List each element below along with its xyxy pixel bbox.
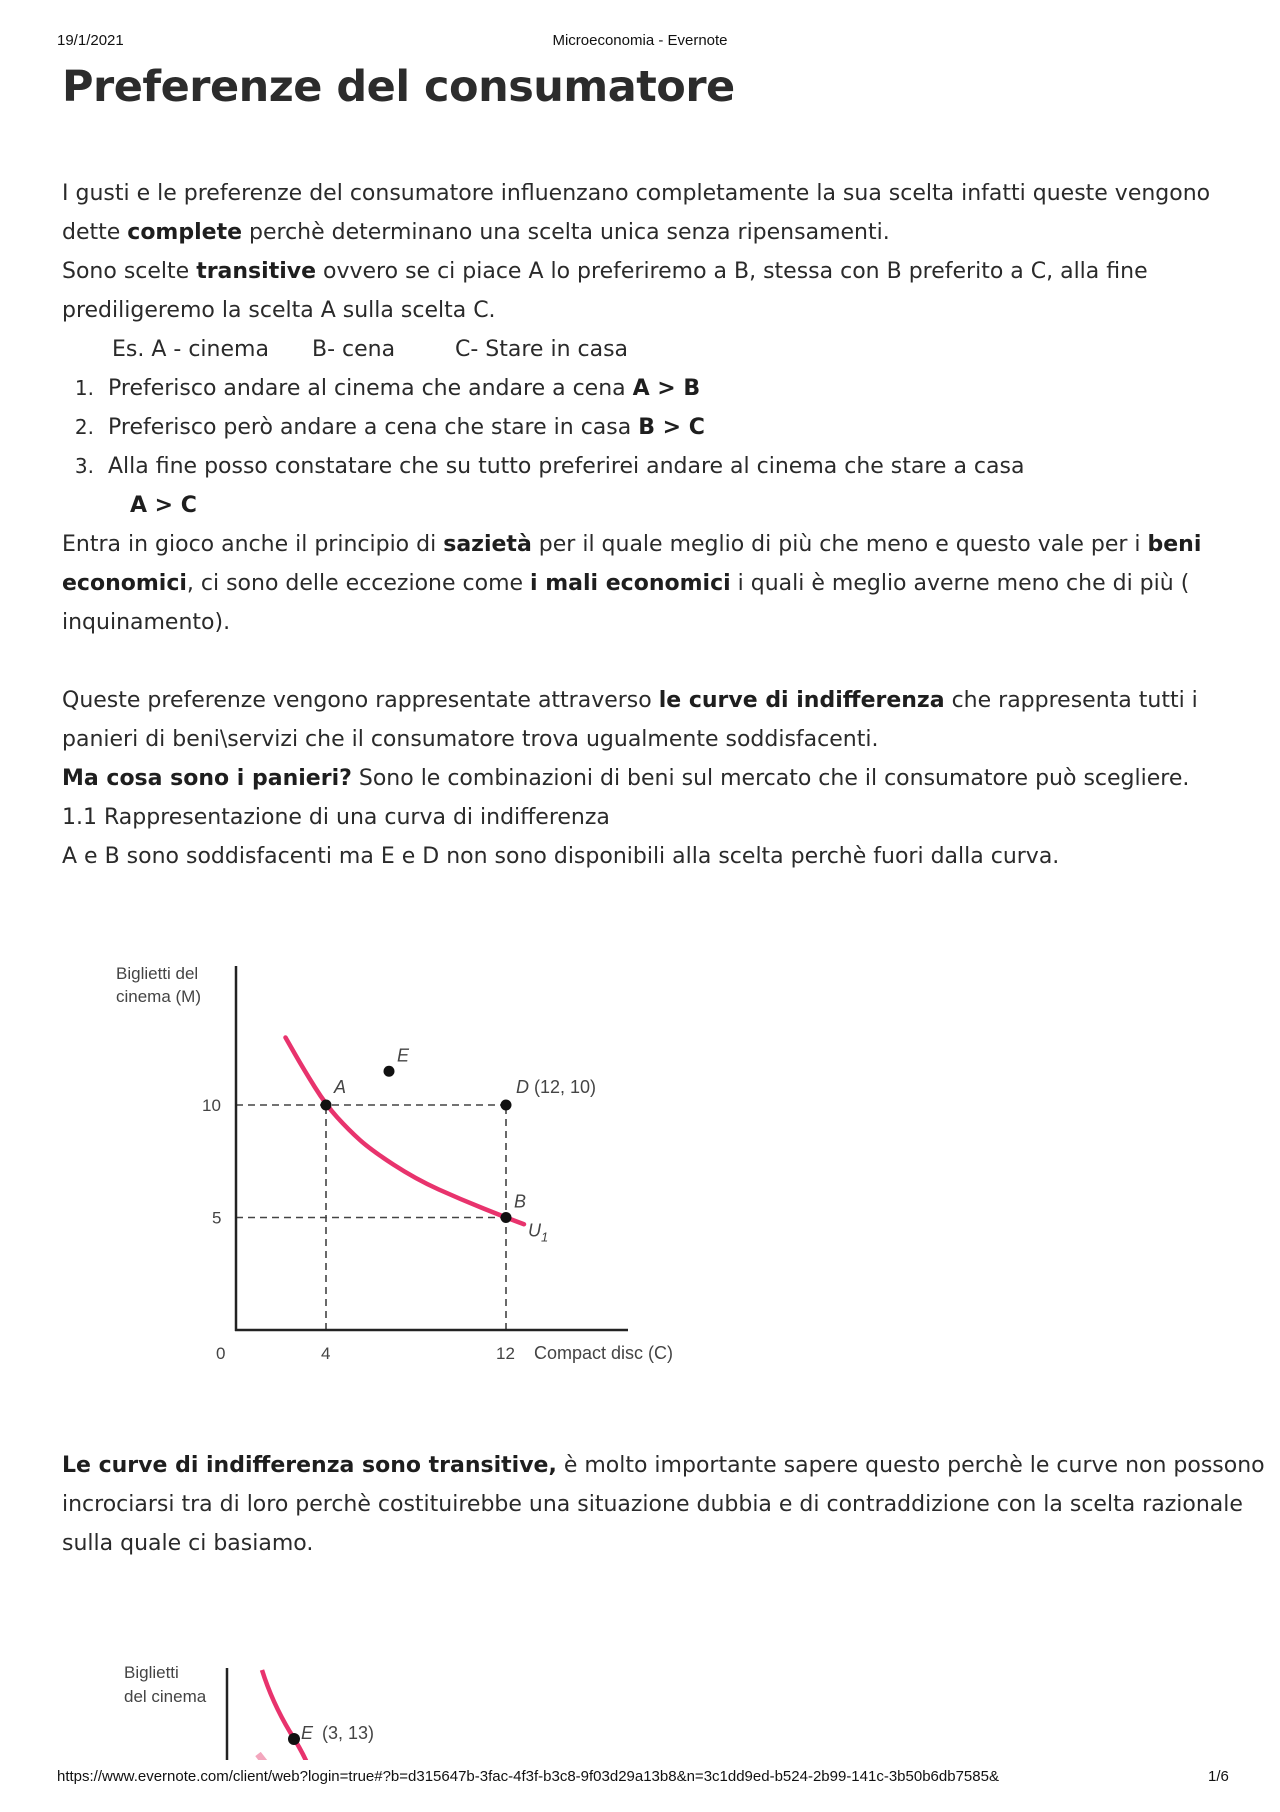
window-title: Microeconomia - Evernote <box>552 32 728 49</box>
point-e-coords: (3, 13) <box>322 1723 375 1743</box>
point-d <box>501 1100 512 1111</box>
point-e <box>288 1733 300 1745</box>
x-axis-label: Compact disc (C) <box>534 1343 674 1363</box>
list-item: 1. Preferisco andare al cinema che andare a cena A > B <box>74 376 701 401</box>
point-a <box>321 1100 332 1111</box>
x-tick-label: 4 <box>321 1344 331 1363</box>
y-tick-label: 10 <box>202 1096 221 1115</box>
page-number: 1/6 <box>1208 1768 1229 1785</box>
list-item: 3. Alla fine posso constatare che su tutto preferirei andare al cinema che stare a casa <box>74 454 1025 479</box>
point-b <box>501 1212 512 1223</box>
indifference-curve-chart <box>100 950 700 1370</box>
indifference-curve-secondary <box>258 1754 300 1760</box>
point-annotation: (12, 10) <box>534 1077 597 1097</box>
indifference-curve <box>262 1670 310 1760</box>
y-axis-label: del cinema <box>124 1687 207 1706</box>
paragraph-sazieta: Entra in gioco anche il principio di sazietà per il quale meglio di più che meno e questo vale per i beni economici, ci sono delle eccezione come i mali economici i quali è meglio averne meno che di più ( inquinamento). <box>62 532 1202 635</box>
list-item: 2. Preferisco però andare a cena che stare in casa B > C <box>74 415 705 440</box>
x-tick-label: 12 <box>496 1344 515 1363</box>
point-e-label: E <box>301 1723 314 1743</box>
y-axis-label: Biglietti del <box>116 964 199 983</box>
note-title: Preferenze del consumatore <box>62 62 735 112</box>
paragraph-curve: Queste preferenze vengono rappresentate attraverso le curve di indifferenza che rappresenta tutti i panieri di beni\servizi che il consumatore trova ugualmente soddisfacenti. Ma cosa sono i panieri? Sono le combinazioni di beni sul mercato che il consumatore può scegliere. 1.1 Rappresentazione di una curva di indifferenza A e B sono soddisfacenti ma E e D non sono disponibili alla scelta perchè fuori dalla curva. <box>62 688 1198 869</box>
preference-list: 1. Preferisco andare al cinema che andare a cena A > B 2. Preferisco però andare a cena che stare in casa B > C 3. Alla fine posso constatare che su tutto preferirei andare al cinema che stare a casa A > C <box>62 369 1024 525</box>
point-label: D <box>516 1077 529 1097</box>
point-label: A <box>334 1077 347 1097</box>
indifference-curve-u1 <box>286 1038 525 1225</box>
page-url: https://www.evernote.com/client/web?login=true#?b=d315647b-3fac-4f3f-b3c8-9f03d29a13b8&n=3c1dd9ed-b524-2b99-141c-3b50b6db7585& <box>57 1768 999 1785</box>
point-label: B <box>514 1191 527 1212</box>
y-tick-label: 5 <box>212 1208 222 1228</box>
crossing-curves-chart <box>110 1650 430 1760</box>
point-e <box>384 1066 395 1077</box>
example-line: Es. A - cinema B- cena C- Stare in casa <box>112 337 629 362</box>
curve-label-u1: $U_1$ <box>528 1220 549 1245</box>
point-label: E <box>397 1045 410 1066</box>
paragraph-gusti: I gusti e le preferenze del consumatore influenzano completamente la sua scelta infatti queste vengono dette complete perchè determinano una scelta unica senza ripensamenti. Sono scelte transitive ovvero se ci piace A lo preferiremo a B, stessa con B preferito a C, alla fine prediligeremo la scelta A sulla scelta C. <box>62 181 1211 323</box>
y-axis-label: Biglietti <box>124 1663 179 1682</box>
print-date: 19/1/2021 <box>57 32 124 49</box>
y-axis-label: cinema (M) <box>116 987 202 1006</box>
x-tick-label: 0 <box>216 1344 226 1363</box>
paragraph-transitive: Le curve di indifferenza sono transitive, è molto importante sapere questo perchè le curve non possono incrociarsi tra di loro perchè costituirebbe una situazione dubbia e di contraddizione con la scelta razionale sulla quale ci basiamo. <box>62 1453 1265 1556</box>
